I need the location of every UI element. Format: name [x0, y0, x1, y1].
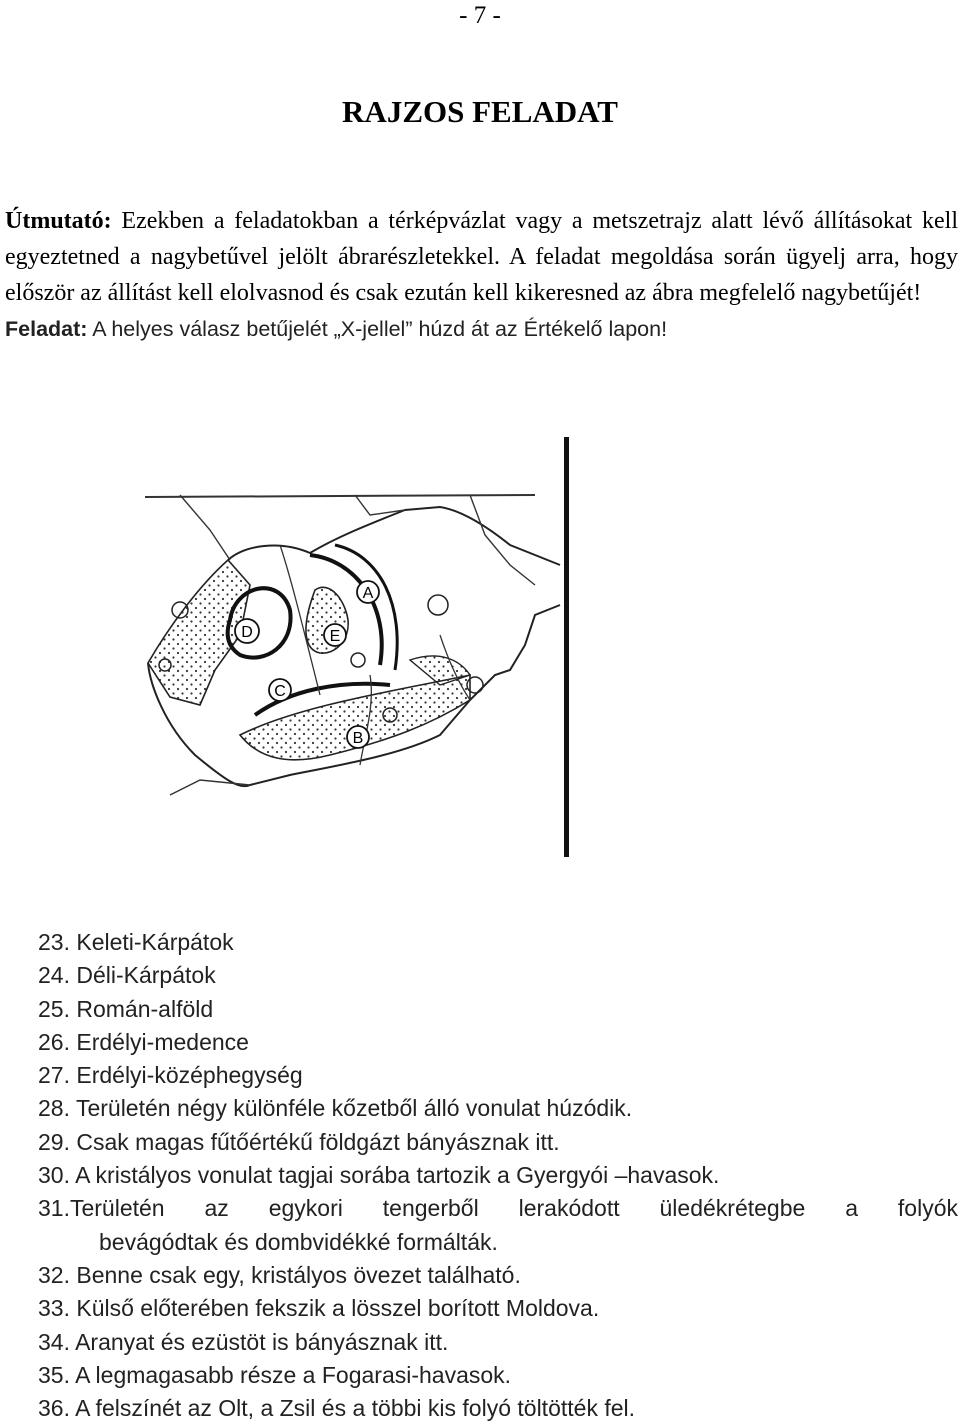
task-paragraph [5, 311, 958, 347]
map-edge-bar [564, 437, 569, 857]
task-text: A helyes válasz betűjelét „X-jellel” húzd át az Értékelő lapon! [87, 317, 668, 341]
page-title: RAJZOS FELADAT [342, 94, 618, 129]
list-item: 28. Területén négy különféle kőzetből álló vonulat húzódik. [38, 1095, 633, 1122]
list-item: 30. A kristályos vonulat tagjai sorába tartozik a Gyergyói –havasok. [38, 1162, 720, 1189]
list-item: 24. Déli-Kárpátok [38, 962, 216, 989]
map-top-line [145, 495, 535, 497]
statement-31-line-2: bevágódtak és dombvidékké formálták. [99, 1228, 498, 1255]
instructions [5, 203, 958, 347]
map-label-c: C [274, 683, 286, 700]
list-item: 35. A legmagasabb része a Fogarasi-havasok. [38, 1361, 512, 1388]
map-label-e: E [329, 628, 341, 645]
map-label-d: D [241, 624, 253, 641]
map-drawing [140, 435, 580, 860]
map-label-b: B [352, 730, 364, 747]
sketch-map [140, 435, 580, 860]
list-item: 36. A felszínét az Olt, a Zsil és a többi kis folyó töltötték fel. [38, 1395, 636, 1422]
list-item: 34. Aranyat és ezüstöt is bányásznak itt. [38, 1328, 449, 1355]
guide-text: Ezekben a feladatokban a térképvázlat vagy a metszetrajz alatt lévő állításokat kell egyeztetned a nagybetűvel jelölt ábrarészletekkel. A feladat megoldása során ügyelj arra, hogy először az állítást kell elolvasnod és csak ezután kell kikeresned az ábra megfelelő nagybetűjét! [5, 208, 958, 306]
statement-31-line-1: 31.Területén az egykori tengerből lerakódott üledékrétegbe a folyók [38, 1195, 958, 1222]
list-item: 23. Keleti-Kárpátok [38, 929, 234, 955]
list-item: 25. Román-alföld [38, 995, 214, 1022]
statement-list [38, 926, 958, 1425]
task-label: Feladat: [5, 317, 88, 341]
list-item: 27. Erdélyi-középhegység [38, 1062, 303, 1089]
list-item: 26. Erdélyi-medence [38, 1028, 249, 1055]
list-item: 29. Csak magas fűtőértékű földgázt bányásznak itt. [38, 1128, 560, 1155]
map-label-a: A [362, 585, 374, 602]
list-item: 33. Külső előterében fekszik a lösszel borított Moldova. [38, 1295, 600, 1322]
list-item [38, 1192, 958, 1259]
northern-border [228, 507, 560, 565]
list-item: 32. Benne csak egy, kristályos övezet található. [38, 1261, 521, 1288]
guide-paragraph [5, 203, 958, 311]
page-number: - 7 - [459, 2, 501, 29]
guide-label: Útmutató: [5, 208, 112, 234]
